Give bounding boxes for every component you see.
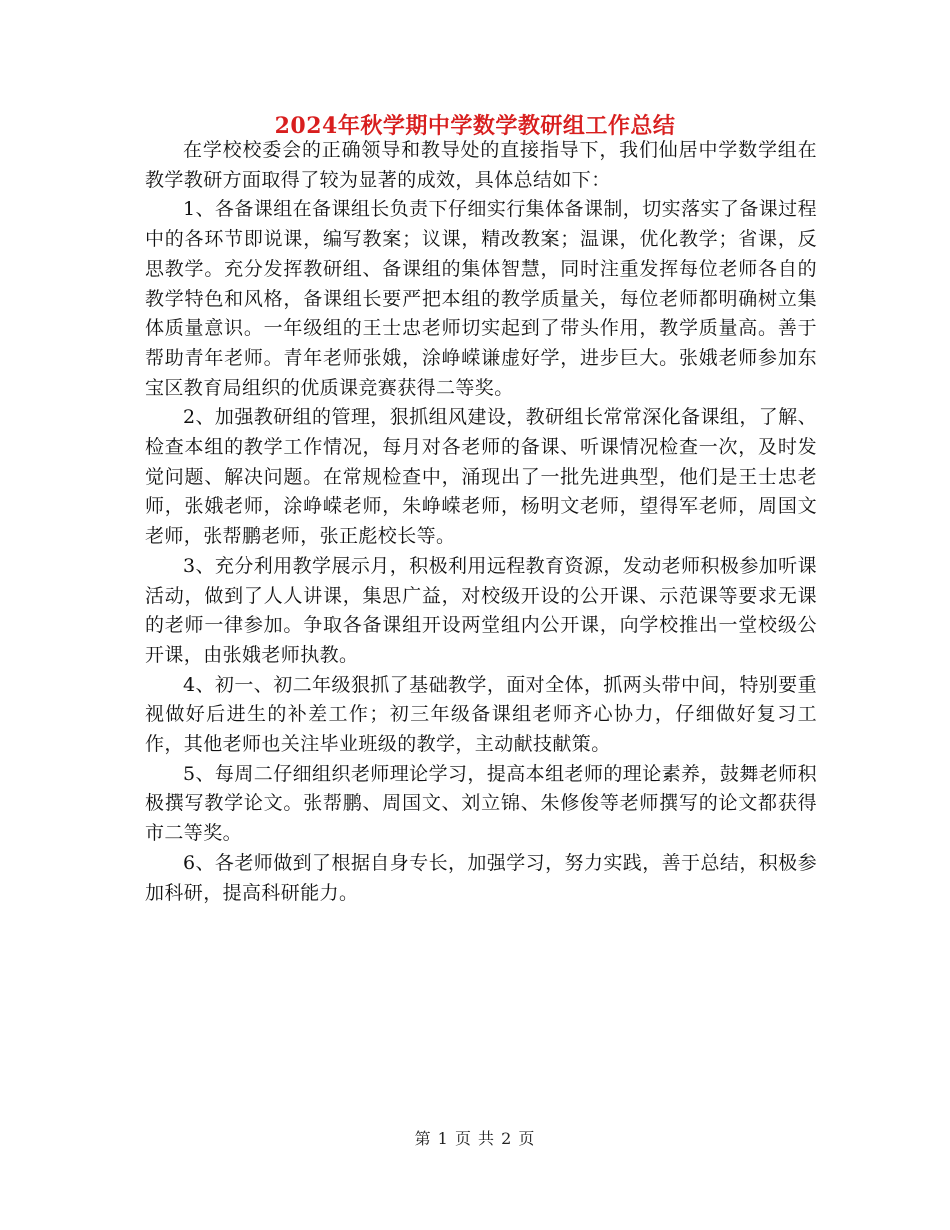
paragraph-item-2: 2、加强教研组的管理，狠抓组风建设，教研组长常常深化备课组，了解、检查本组的教学工作情况，每月对各老师的备课、听课情况检查一次，及时发觉问题、解决问题。在常规检查中，涌现出了一批先进典型，他们是王士忠老师，张娥老师，涂峥嵘老师，朱峥嵘老师，杨明文老师，望得军老师，周国文老师，张帮鹏老师，张正彪校长等。	[145, 406, 817, 548]
paragraph-item-6: 6、各老师做到了根据自身专长，加强学习，努力实践，善于总结，积极参加科研，提高科研能力。	[145, 851, 817, 904]
document-title: 2024年秋学期中学数学教研组工作总结	[274, 113, 676, 139]
intro-paragraph: 在学校校委会的正确领导和教导处的直接指导下，我们仙居中学数学组在教学教研方面取得了较为显著的成效，具体总结如下：	[145, 139, 817, 191]
paragraph-item-3: 3、充分利用教学展示月，积极利用远程教育资源，发动老师积极参加听课活动，做到了人人讲课，集思广益，对校级开设的公开课、示范课等要求无课的老师一律参加。争取各备课组开设两堂组内公开课，向学校推出一堂校级公开课，由张娥老师执教。	[145, 554, 817, 666]
paragraph-item-5: 5、每周二仔细组织老师理论学习，提高本组老师的理论素养，鼓舞老师积极撰写教学论文。张帮鹏、周国文、刘立锦、朱修俊等老师撰写的论文都获得市二等奖。	[145, 762, 817, 845]
document-body	[145, 136, 817, 908]
paragraph-item-4: 4、初一、初二年级狠抓了基础教学，面对全体，抓两头带中间，特别要重视做好后进生的补差工作；初三年级备课组老师齐心协力，仔细做好复习工作，其他老师也关注毕业班级的教学，主动献技献策。	[145, 673, 817, 756]
page-number-footer: 第 1 页 共 2 页	[414, 1129, 536, 1148]
paragraph-item-1: 1、各备课组在备课组长负责下仔细实行集体备课制，切实落实了备课过程中的各环节即说课，编写教案；议课，精改教案；温课，优化教学；省课，反思教学。充分发挥教研组、备课组的集体智慧，同时注重发挥每位老师各自的教学特色和风格，备课组长要严把本组的教学质量关，每位老师都明确树立集体质量意识。一年级组的王士忠老师切实起到了带头作用，教学质量高。善于帮助青年老师。青年老师张娥，涂峥嵘谦虚好学，进步巨大。张娥老师参加东宝区教育局组织的优质课竞赛获得二等奖。	[145, 198, 817, 399]
